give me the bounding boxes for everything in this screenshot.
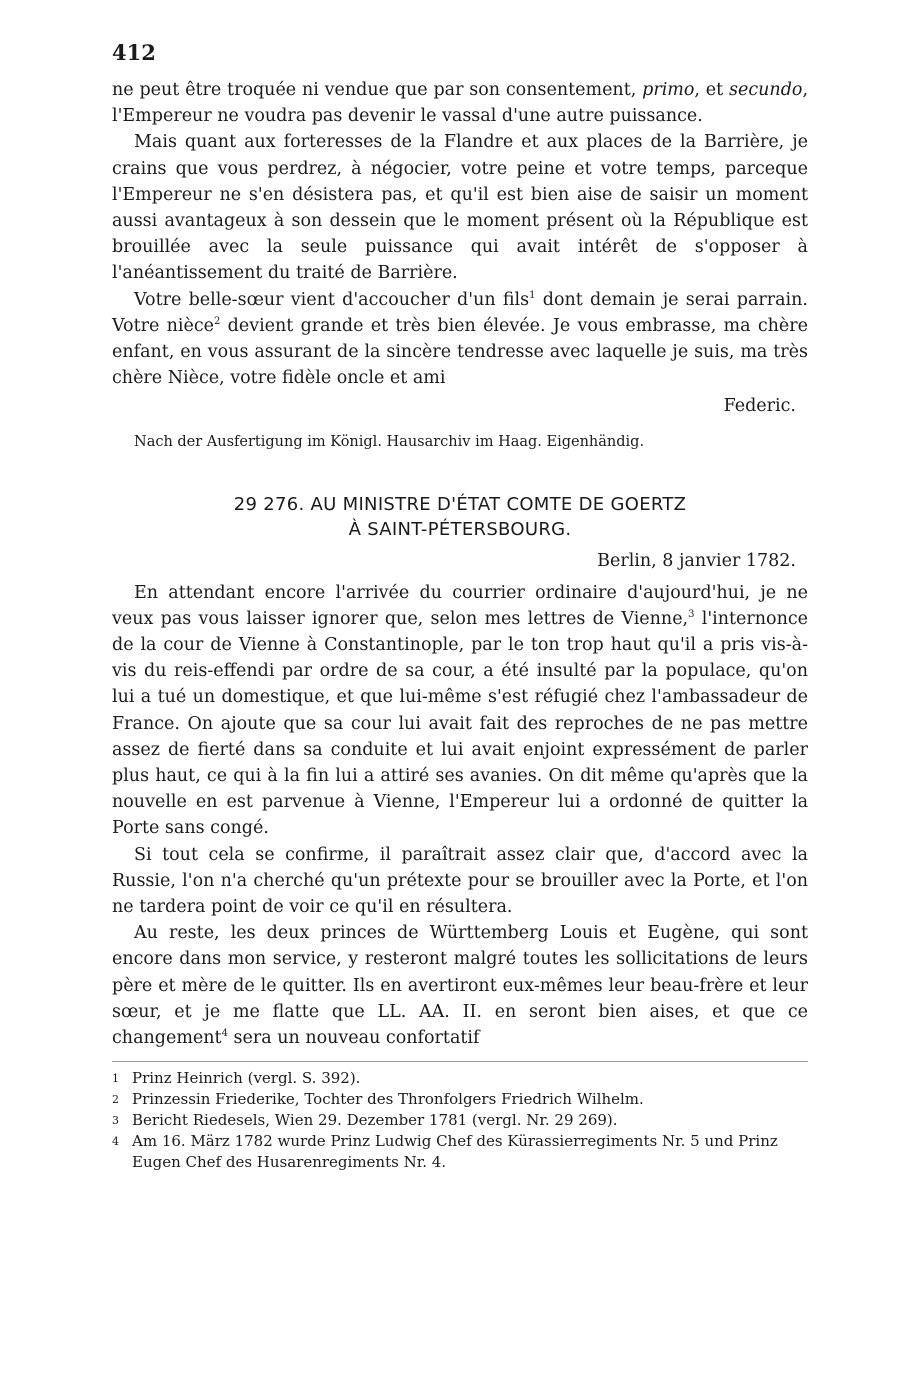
footnote-ref: 3 [688, 609, 695, 621]
footnote-text: Prinz Heinrich (vergl. S. 392). [132, 1069, 361, 1088]
heading-line-2: À SAINT-PÉTERSBOURG. [348, 518, 572, 540]
footnotes [112, 1068, 808, 1173]
footnote [112, 1110, 808, 1131]
footnote [112, 1089, 808, 1110]
paragraph [112, 920, 808, 1051]
dateline: Berlin, 8 janvier 1782. [597, 550, 796, 571]
text-run: l'internonce de la cour de Vienne à Constantinople, par le ton trop haut qu'il a pris vis-à-vis du reis-effendi par ordre de sa cour, a été insulté par la populace, qu'on lui a tué un domestique, et que lui-même s'est réfugié chez l'ambassadeur de France. On ajoute que sa cour lui avait fait des reproches de ne pas mettre assez de fierté dans sa conduite et lui avait enjoint expressément de parler plus haut, ce qui à la fin lui a attiré ses avanies. On dit même qu'après que la nouvelle en est parvenue à Vienne, l'Empereur lui a ordonné de quitter la Porte sans congé. [112, 608, 808, 839]
page-number: 412 [112, 40, 156, 65]
footnote-ref: 2 [213, 316, 221, 327]
text-run: Votre belle-sœur vient d'accoucher d'un fils [134, 289, 530, 310]
text-run: sera un nouveau confortatif [227, 1028, 480, 1049]
footnote-mark: 1 [112, 1072, 119, 1086]
document-page [112, 40, 808, 1173]
text-run: devient grande et très bien élevée. Je vous embrasse, ma chère enfant, en vous assurant de la sincère tendresse avec laquelle je suis, ma très chère Nièce, votre fidèle oncle et ami [112, 315, 808, 389]
footnote-text: Prinzessin Friederike, Tochter des Thronfolgers Friedrich Wilhelm. [132, 1090, 644, 1109]
heading-line-1: 29 276. AU MINISTRE D'ÉTAT COMTE DE GOERTZ [233, 493, 687, 515]
paragraph [112, 580, 808, 842]
signature: Federic. [723, 396, 796, 417]
footnote-mark: 2 [112, 1093, 119, 1107]
text-run: dont demain je serai parrain. Votre nièce [112, 289, 808, 336]
footnote-text: Bericht Riedesels, Wien 29. Dezember 1781 (vergl. Nr. 29 269). [132, 1111, 618, 1130]
footnote-text: Am 16. März 1782 wurde Prinz Ludwig Chef des Kürassierregiments Nr. 5 und Prinz Eugen Chef des Husarenregiments Nr. 4. [132, 1132, 778, 1172]
source-note: Nach der Ausfertigung im Königl. Hausarchiv im Haag. Eigenhändig. [134, 433, 645, 450]
text-run: , et [694, 80, 730, 100]
text-run: , l'Empereur ne voudra pas devenir le vassal d'une autre puissance. [112, 80, 809, 127]
footnote-ref: 4 [221, 1028, 228, 1040]
paragraph: Si tout cela se confirme, il paraîtrait assez clair que, d'accord avec la Russie, l'on n'a cherché qu'un prétexte pour se brouiller avec la Porte, et l'on ne tardera point de voir ce qu'il en résultera. [112, 844, 808, 918]
paragraph [112, 77, 808, 129]
footnote [112, 1068, 808, 1089]
footnote-mark: 3 [112, 1114, 119, 1128]
footnote-rule [112, 1061, 808, 1062]
footnote [112, 1131, 808, 1173]
letter-continuation [112, 77, 808, 391]
paragraph [112, 287, 808, 392]
text-run: primo [642, 80, 695, 100]
letter-body [112, 580, 808, 1052]
footnote-ref: 1 [529, 289, 536, 301]
text-run: ne peut être troquée ni vendue que par son consentement, [112, 80, 643, 100]
text-run: secundo [729, 80, 803, 100]
text-run: Au reste, les deux princes de Württemberg Louis et Eugène, qui sont encore dans mon service, y resteront malgré toutes les sollicitations de leurs père et mère de le quitter. Ils en avertiront eux-mêmes leur beau-frère et leur sœur, et je me flatte que LL. AA. II. en seront bien aises, et que ce changement [112, 923, 808, 1049]
letter-heading [112, 492, 808, 542]
text-run: En attendant encore l'arrivée du courrier ordinaire d'aujourd'hui, je ne veux pas vous laisser ignorer que, selon mes lettres de Vienne, [112, 582, 808, 629]
footnote-mark: 4 [112, 1135, 119, 1149]
paragraph: Mais quant aux forteresses de la Flandre et aux places de la Barrière, je crains que vous perdrez, à négocier, votre peine et votre temps, parceque l'Empereur ne s'en désistera pas, et qu'il est bien aise de saisir un moment aussi avantageux à son dessein que le moment présent où la République est brouillée avec la seule puissance qui avait intérêt de s'opposer à l'anéantissement du traité de Barrière. [112, 132, 808, 284]
